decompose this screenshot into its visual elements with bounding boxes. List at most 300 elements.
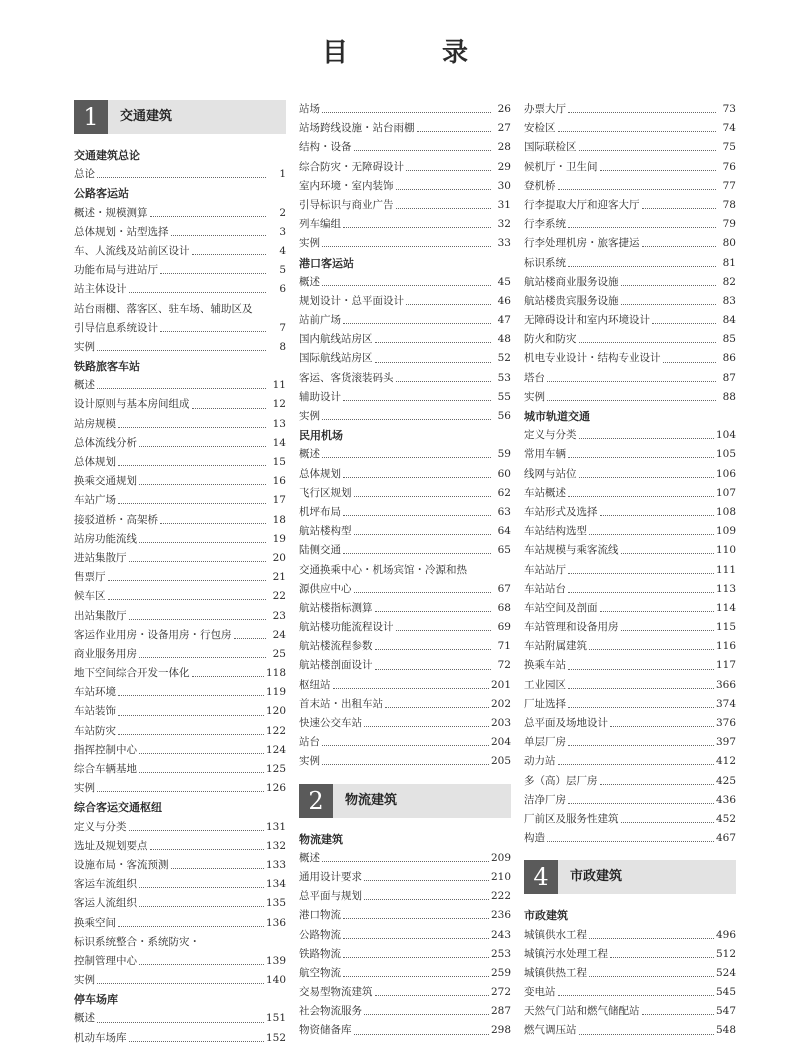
toc-entry-title: 铁路物流 [299, 947, 341, 960]
toc-entry-title: 总体规划 [74, 456, 116, 468]
toc-entry-title: 变电站 [524, 986, 556, 999]
toc-entry[interactable] [299, 388, 511, 407]
toc-entry[interactable] [299, 983, 511, 1002]
toc-entry[interactable] [524, 580, 736, 599]
dot-leader [579, 477, 714, 478]
toc-entry-page: 78 [722, 198, 736, 211]
dot-leader [375, 669, 492, 670]
dot-leader [621, 285, 717, 286]
toc-entry[interactable] [74, 760, 286, 779]
toc-entry-title: 概述・规模测算 [74, 206, 148, 219]
dot-leader [375, 362, 492, 363]
toc-entry[interactable] [524, 349, 736, 368]
toc-entry[interactable] [74, 549, 286, 568]
section-heading[interactable]: 交通建筑总论 [74, 149, 140, 162]
toc-entry[interactable] [74, 856, 286, 875]
toc-entry[interactable] [299, 964, 511, 983]
toc-entry[interactable] [299, 522, 511, 541]
toc-entry-page: 55 [497, 390, 511, 403]
toc-entry[interactable] [299, 119, 511, 138]
toc-entry[interactable] [524, 234, 736, 253]
toc-entry[interactable] [299, 849, 511, 868]
toc-entry[interactable] [299, 292, 511, 311]
toc-entry[interactable] [524, 311, 736, 330]
dot-leader [343, 515, 491, 516]
dot-leader [322, 861, 489, 862]
toc-entry-title: 站房规模 [74, 417, 116, 430]
toc-entry[interactable] [299, 599, 511, 618]
toc-entry[interactable] [299, 215, 511, 234]
dot-leader [364, 899, 489, 900]
toc-entry[interactable] [524, 215, 736, 234]
dot-leader [129, 1041, 264, 1042]
toc-entry[interactable] [524, 522, 736, 541]
toc-entry-page: 86 [722, 352, 736, 365]
dot-leader [343, 938, 489, 939]
toc-entry[interactable] [74, 415, 286, 434]
dot-leader [139, 906, 264, 907]
section-heading[interactable]: 物流建筑 [299, 832, 343, 846]
toc-entry-title: 机坪布局 [299, 505, 341, 518]
toc-entry[interactable] [299, 407, 511, 426]
toc-entry-title: 站场 [299, 103, 320, 115]
toc-entry-title: 站台 [299, 736, 320, 749]
toc-entry-page: 15 [272, 456, 286, 468]
toc-entry-page: 2 [279, 206, 286, 219]
dot-leader [375, 342, 492, 343]
toc-entry-title: 航站楼构型 [299, 525, 352, 538]
toc-entry[interactable] [299, 887, 511, 906]
part-number: 2 [299, 784, 333, 818]
dot-leader [139, 657, 266, 658]
part-header[interactable] [74, 100, 286, 134]
toc-entry[interactable] [524, 445, 736, 464]
toc-entry-title: 社会物流服务 [299, 1005, 362, 1018]
toc-entry[interactable] [524, 561, 736, 580]
toc-entry[interactable] [299, 465, 511, 484]
section-heading[interactable]: 铁路旅客车站 [74, 360, 140, 374]
toc-entry[interactable] [524, 330, 736, 349]
toc-entry[interactable] [74, 453, 286, 472]
dot-leader [97, 1022, 264, 1023]
toc-entry[interactable] [299, 906, 511, 925]
toc-entry[interactable] [524, 254, 736, 273]
toc-entry-title: 车站广场 [74, 494, 116, 507]
toc-entry[interactable] [299, 695, 511, 714]
toc-entry[interactable] [74, 376, 286, 395]
toc-entry[interactable] [524, 599, 736, 618]
part-header[interactable] [524, 860, 736, 894]
toc-entry[interactable] [524, 829, 736, 848]
toc-entry[interactable] [299, 273, 511, 292]
toc-entry-title: 进站集散厅 [74, 551, 127, 564]
toc-entry[interactable] [74, 568, 286, 587]
toc-entry[interactable] [299, 752, 511, 771]
dot-leader [600, 170, 717, 171]
toc-entry-title: 国际航线站房区 [299, 352, 373, 365]
toc-entry-page: 452 [715, 812, 736, 825]
dot-leader [621, 630, 714, 631]
spacer [299, 818, 511, 830]
dot-leader [406, 304, 491, 305]
dot-leader [558, 764, 714, 765]
toc-entry[interactable] [74, 491, 286, 510]
toc-entry[interactable] [74, 242, 286, 261]
toc-entry-title: 机动车场库 [74, 1031, 127, 1044]
dot-leader [364, 1014, 489, 1015]
dot-leader [343, 553, 491, 554]
toc-entry-title: 控制管理中心 [74, 954, 137, 967]
toc-entry-page: 13 [272, 417, 286, 430]
toc-entry[interactable] [524, 926, 736, 945]
toc-entry-continued[interactable]: 交通换乘中心・机场宾馆・冷源和热 [299, 563, 467, 576]
section-heading[interactable]: 公路客运站 [74, 187, 129, 201]
toc-entry[interactable] [524, 964, 736, 983]
toc-entry[interactable] [524, 503, 736, 522]
dot-leader [396, 630, 492, 631]
dot-leader [97, 388, 266, 389]
toc-entry[interactable] [74, 741, 286, 760]
dot-leader [364, 726, 489, 727]
toc-entry[interactable] [299, 656, 511, 675]
toc-entry-page: 132 [265, 839, 286, 852]
toc-entry-page: 374 [715, 697, 736, 710]
toc-entry-page: 33 [497, 237, 511, 250]
toc-entry-title: 实例 [74, 340, 95, 353]
toc-entry[interactable] [74, 683, 286, 702]
toc-entry-page: 67 [497, 582, 511, 595]
toc-entry[interactable] [74, 165, 286, 184]
dot-leader [600, 515, 714, 516]
toc-entry-title: 航站楼商业服务设施 [524, 275, 619, 288]
toc-entry[interactable] [524, 541, 736, 560]
toc-entry-continued[interactable]: 标识系统整合・系统防灾・ [74, 935, 200, 948]
toc-entry[interactable] [524, 983, 736, 1002]
toc-entry-page: 46 [497, 294, 511, 307]
toc-entry-title: 概述 [299, 851, 320, 864]
dot-leader [333, 688, 489, 689]
toc-entry-title: 航站楼指标测算 [299, 601, 373, 614]
toc-entry[interactable] [524, 465, 736, 484]
toc-entry-title: 车站概述 [524, 486, 566, 499]
toc-entry[interactable] [524, 273, 736, 292]
dot-leader [568, 266, 716, 267]
toc-entry[interactable] [74, 722, 286, 741]
toc-entry[interactable] [524, 292, 736, 311]
toc-entry[interactable] [524, 695, 736, 714]
toc-entry[interactable] [524, 810, 736, 829]
toc-entry-page: 366 [715, 678, 736, 691]
toc-entry[interactable] [74, 223, 286, 242]
toc-entry-page: 6 [279, 283, 286, 296]
toc-entry-title: 线网与站位 [524, 467, 577, 480]
dot-leader [642, 208, 717, 209]
toc-entry[interactable] [299, 100, 511, 119]
toc-entry[interactable] [299, 234, 511, 253]
toc-entry-title: 车站站厅 [524, 563, 566, 576]
toc-entry-page: 65 [497, 544, 511, 557]
toc-entry[interactable] [74, 818, 286, 837]
toc-entry-page: 14 [272, 436, 286, 449]
toc-entry-page: 87 [722, 371, 736, 384]
toc-entry[interactable] [524, 426, 736, 445]
dot-leader [652, 323, 716, 324]
toc-entry[interactable] [74, 434, 286, 453]
toc-entry[interactable] [74, 779, 286, 798]
toc-entry[interactable] [524, 158, 736, 177]
section-heading[interactable]: 综合客运交通枢纽 [74, 801, 162, 815]
spacer [524, 894, 736, 906]
spacer [299, 772, 511, 784]
toc-entry[interactable] [524, 369, 736, 388]
toc-entry[interactable] [74, 395, 286, 414]
toc-entry-title: 车站防灾 [74, 724, 116, 737]
toc-entry-title: 标识系统 [524, 256, 566, 269]
toc-entry-title: 引导信息系统设计 [74, 321, 158, 334]
toc-entry[interactable] [74, 894, 286, 913]
toc-entry[interactable] [299, 868, 511, 887]
toc-entry-page: 376 [715, 717, 736, 729]
dot-leader [322, 112, 491, 113]
toc-entry-title: 客运人流组织 [74, 897, 137, 910]
dot-leader [129, 561, 267, 562]
toc-entry-title: 厂址选择 [524, 697, 566, 710]
toc-entry[interactable] [524, 656, 736, 675]
toc-entry-page: 7 [279, 321, 286, 334]
dot-leader [385, 707, 489, 708]
toc-entry[interactable] [299, 369, 511, 388]
toc-entry-page: 107 [715, 486, 736, 499]
spacer [74, 134, 286, 146]
section-heading[interactable]: 民用机场 [299, 429, 343, 443]
toc-entry-title: 城镇供热工程 [524, 966, 587, 979]
toc-entry[interactable] [524, 484, 736, 503]
toc-entry[interactable] [299, 926, 511, 945]
toc-entry-title: 引导标识与商业广告 [299, 198, 394, 211]
dot-leader [547, 400, 716, 401]
toc-entry[interactable] [74, 261, 286, 280]
toc-entry[interactable] [299, 158, 511, 177]
toc-entry-page: 139 [265, 954, 286, 967]
toc-entry[interactable] [299, 177, 511, 196]
toc-entry[interactable] [74, 1029, 286, 1048]
toc-entry-page: 11 [272, 379, 286, 392]
dot-leader [579, 342, 717, 343]
toc-entry-title: 国内航线站房区 [299, 333, 373, 346]
toc-entry[interactable] [524, 733, 736, 752]
dot-leader [568, 803, 714, 804]
toc-entry[interactable] [74, 511, 286, 530]
toc-entry-page: 287 [490, 1005, 511, 1018]
dot-leader [621, 304, 717, 305]
toc-entry[interactable] [299, 618, 511, 637]
toc-entry-title: 常用车辆 [524, 448, 566, 461]
dot-leader [589, 976, 714, 977]
dot-leader [568, 112, 716, 113]
toc-entry-title: 换乘车站 [524, 659, 566, 672]
dot-leader [150, 216, 267, 217]
toc-entry-title: 总体流线分析 [74, 436, 137, 449]
dot-leader [118, 503, 266, 504]
dot-leader [343, 918, 489, 919]
dot-leader [322, 457, 491, 458]
section-heading[interactable]: 港口客运站 [299, 256, 354, 270]
toc-entry-page: 64 [497, 525, 511, 538]
toc-entry[interactable] [299, 484, 511, 503]
toc-entry-title: 城镇供水工程 [524, 928, 587, 941]
toc-entry[interactable] [74, 645, 286, 664]
dot-leader [558, 995, 714, 996]
toc-entry[interactable] [299, 138, 511, 157]
dot-leader [375, 995, 489, 996]
toc-entry-page: 152 [265, 1031, 286, 1044]
toc-entry-page: 22 [272, 590, 286, 603]
toc-entry[interactable] [524, 676, 736, 695]
toc-entry[interactable] [299, 445, 511, 464]
toc-entry-page: 547 [715, 1005, 736, 1018]
toc-entry[interactable] [524, 752, 736, 771]
toc-entry-page: 202 [490, 697, 511, 710]
toc-entry[interactable] [299, 196, 511, 215]
toc-entry-title: 概述 [74, 379, 95, 392]
toc-entry-title: 车站环境 [74, 686, 116, 699]
toc-entry-continued[interactable]: 站台雨棚、落客区、驻车场、辅助区及 [74, 302, 253, 315]
toc-entry[interactable] [299, 714, 511, 733]
toc-entry[interactable] [299, 330, 511, 349]
section-heading[interactable]: 城市轨道交通 [524, 410, 590, 423]
toc-entry-page: 21 [272, 571, 286, 584]
toc-entry-title: 单层厂房 [524, 736, 566, 749]
toc-entry-page: 25 [272, 647, 286, 660]
toc-entry[interactable] [299, 349, 511, 368]
toc-entry[interactable] [74, 280, 286, 299]
toc-entry-title: 定义与分类 [74, 820, 127, 833]
toc-entry[interactable] [299, 733, 511, 752]
toc-entry-title: 候机厅・卫生间 [524, 160, 598, 173]
part-header[interactable] [299, 784, 511, 818]
toc-entry-page: 63 [497, 505, 511, 518]
toc-entry-page: 151 [265, 1012, 286, 1025]
toc-entry[interactable] [524, 1002, 736, 1021]
toc-entry[interactable] [74, 702, 286, 721]
toc-entry-page: 60 [497, 467, 511, 480]
toc-entry-page: 243 [490, 928, 511, 941]
toc-entry-page: 82 [722, 275, 736, 288]
dot-leader [589, 938, 714, 939]
toc-entry[interactable] [74, 472, 286, 491]
dot-leader [375, 611, 492, 612]
toc-entry[interactable] [299, 503, 511, 522]
toc-entry-page: 106 [715, 467, 736, 480]
toc-entry[interactable] [74, 914, 286, 933]
toc-entry[interactable] [524, 772, 736, 791]
toc-entry[interactable] [524, 388, 736, 407]
toc-entry[interactable] [524, 945, 736, 964]
toc-entry[interactable] [74, 971, 286, 990]
toc-entry[interactable] [299, 311, 511, 330]
toc-entry-page: 81 [722, 256, 736, 269]
toc-entry-page: 116 [715, 640, 736, 653]
toc-entry[interactable] [74, 837, 286, 856]
toc-entry[interactable] [524, 618, 736, 637]
toc-entry[interactable] [74, 530, 286, 549]
toc-entry-title: 港口物流 [299, 909, 341, 922]
toc-entry-title: 综合防灾・无障碍设计 [299, 160, 404, 173]
toc-entry-page: 253 [490, 947, 511, 960]
toc-entry-page: 298 [490, 1024, 511, 1037]
toc-entry-page: 259 [490, 966, 511, 979]
toc-entry[interactable] [299, 637, 511, 656]
toc-entry[interactable] [74, 338, 286, 357]
toc-entry[interactable] [74, 875, 286, 894]
toc-entry-page: 135 [265, 897, 286, 910]
toc-entry-title: 选址及规划要点 [74, 839, 148, 852]
dot-leader [108, 580, 267, 581]
part-number: 1 [74, 100, 108, 134]
toc-entry[interactable] [524, 1021, 736, 1040]
toc-entry[interactable] [299, 676, 511, 695]
toc-entry[interactable] [524, 100, 736, 119]
toc-entry-title: 功能布局与进站厅 [74, 264, 158, 277]
toc-entry-title: 总体规划・站型选择 [74, 225, 169, 238]
toc-entry-title: 站前广场 [299, 314, 341, 327]
section-heading[interactable]: 市政建筑 [524, 909, 568, 923]
toc-entry[interactable] [299, 1021, 511, 1040]
dot-leader [322, 246, 491, 247]
toc-entry[interactable] [74, 319, 286, 338]
toc-entry-page: 16 [272, 475, 286, 488]
dot-leader [621, 822, 714, 823]
toc-entry-page: 85 [722, 333, 736, 346]
dot-leader [97, 350, 266, 351]
toc-entry[interactable] [524, 138, 736, 157]
toc-entry[interactable] [299, 945, 511, 964]
toc-entry-title: 地下空间综合开发一体化 [74, 667, 190, 680]
toc-entry-page: 126 [265, 782, 286, 795]
toc-entry-title: 航站楼剖面设计 [299, 659, 373, 672]
toc-entry[interactable] [74, 1009, 286, 1028]
dot-leader [150, 849, 264, 850]
dot-leader [600, 784, 714, 785]
toc-entry[interactable] [524, 791, 736, 810]
toc-entry[interactable] [74, 607, 286, 626]
toc-entry-page: 109 [715, 525, 736, 538]
toc-entry[interactable] [74, 204, 286, 223]
section-heading[interactable]: 停车场库 [74, 993, 118, 1007]
dot-leader [396, 381, 492, 382]
dot-leader [343, 227, 491, 228]
toc-entry-page: 125 [265, 763, 286, 775]
toc-entry-title: 定义与分类 [524, 429, 577, 442]
toc-entry-title: 通用设计要求 [299, 870, 362, 883]
dot-leader [118, 926, 264, 927]
toc-entry[interactable] [299, 580, 511, 599]
toc-entry-page: 108 [715, 505, 736, 518]
toc-entry[interactable] [524, 177, 736, 196]
toc-entry[interactable] [524, 637, 736, 656]
toc-entry[interactable] [74, 664, 286, 683]
toc-entry[interactable] [524, 196, 736, 215]
toc-entry[interactable] [74, 587, 286, 606]
toc-entry-title: 车站附属建筑 [524, 640, 587, 653]
toc-entry[interactable] [74, 626, 286, 645]
toc-entry-page: 31 [497, 198, 511, 211]
toc-entry[interactable] [74, 952, 286, 971]
toc-entry[interactable] [299, 541, 511, 560]
toc-entry[interactable] [524, 714, 736, 733]
toc-entry[interactable] [299, 1002, 511, 1021]
toc-entry[interactable] [524, 119, 736, 138]
